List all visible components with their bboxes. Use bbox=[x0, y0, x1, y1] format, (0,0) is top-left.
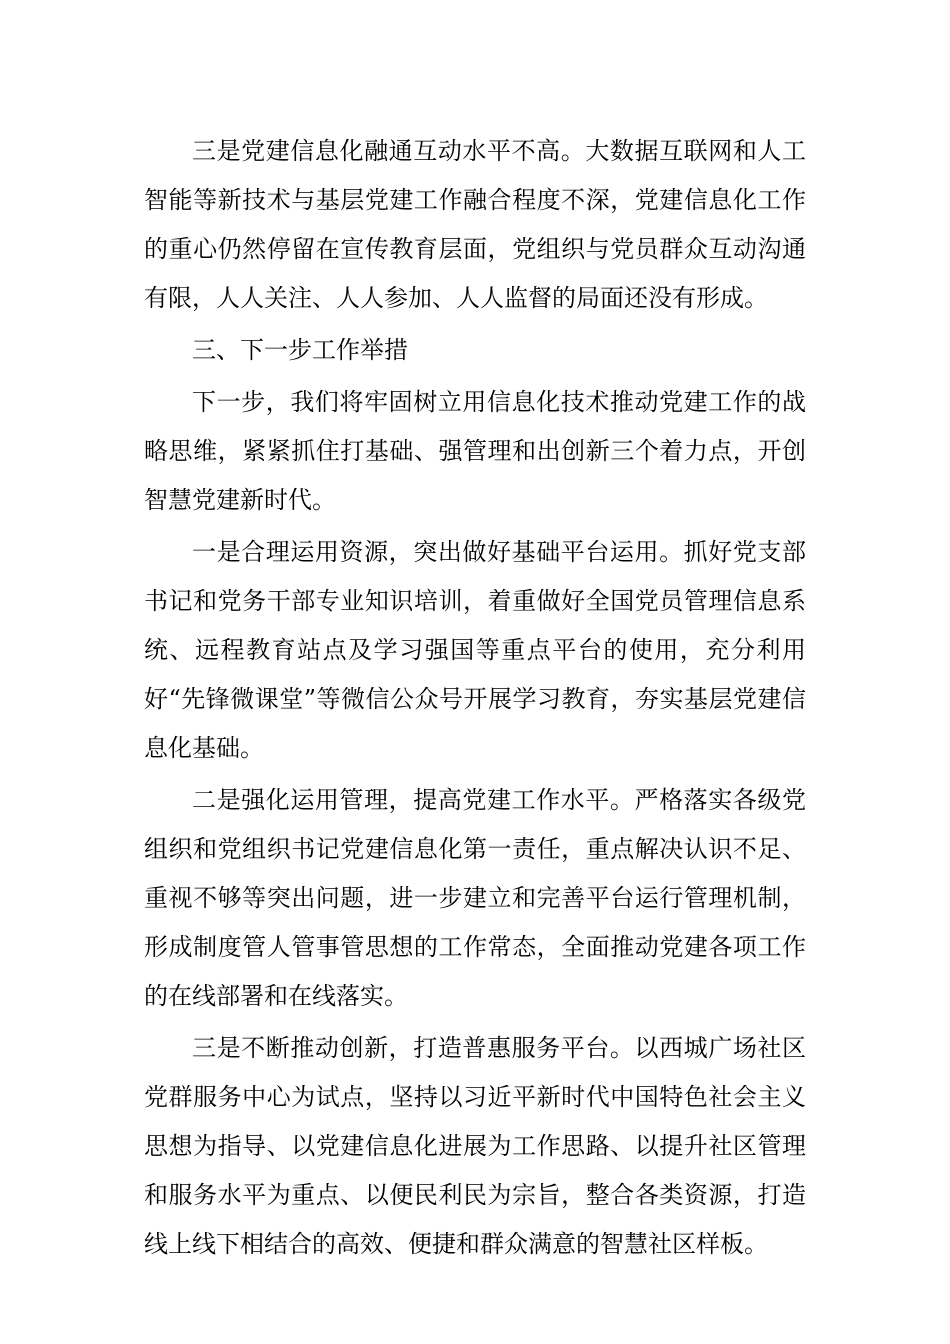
section-heading-next-steps: 三、下一步工作举措 bbox=[192, 336, 408, 364]
paragraph-measure-one: 一是合理运用资源，突出做好基础平台运用。抓好党支部书记和党务干部专业知识培训，着重做好全国党员管理信息系统、远程教育站点及学习强国等重点平台的使用，充分利用好“先锋微课堂”等微信公众号开展学习教育，夯实基层党建信息化基础。 bbox=[144, 538, 806, 762]
document-body bbox=[144, 127, 806, 1269]
paragraph-measure-three: 三是不断推动创新，打造普惠服务平台。以西城广场社区党群服务中心为试点，坚持以习近平新时代中国特色社会主义思想为指导、以党建信息化进展为工作思路、以提升社区管理和服务水平为重点、以便民利民为宗旨，整合各类资源，打造线上线下相结合的高效、便捷和群众满意的智慧社区样板。 bbox=[144, 1034, 806, 1258]
paragraph-next-steps-intro: 下一步，我们将牢固树立用信息化技术推动党建工作的战略思维，紧紧抓住打基础、强管理和出创新三个着力点，开创智慧党建新时代。 bbox=[144, 388, 806, 514]
paragraph-measure-two: 二是强化运用管理，提高党建工作水平。严格落实各级党组织和党组织书记党建信息化第一责任，重点解决认识不足、重视不够等突出问题，进一步建立和完善平台运行管理机制，形成制度管人管事管思想的工作常态，全面推动党建各项工作的在线部署和在线落实。 bbox=[144, 786, 806, 1010]
paragraph-informatization-interaction: 三是党建信息化融通互动水平不高。大数据互联网和人工智能等新技术与基层党建工作融合程度不深，党建信息化工作的重心仍然停留在宣传教育层面，党组织与党员群众互动沟通有限，人人关注、人人参加、人人监督的局面还没有形成。 bbox=[144, 137, 806, 312]
